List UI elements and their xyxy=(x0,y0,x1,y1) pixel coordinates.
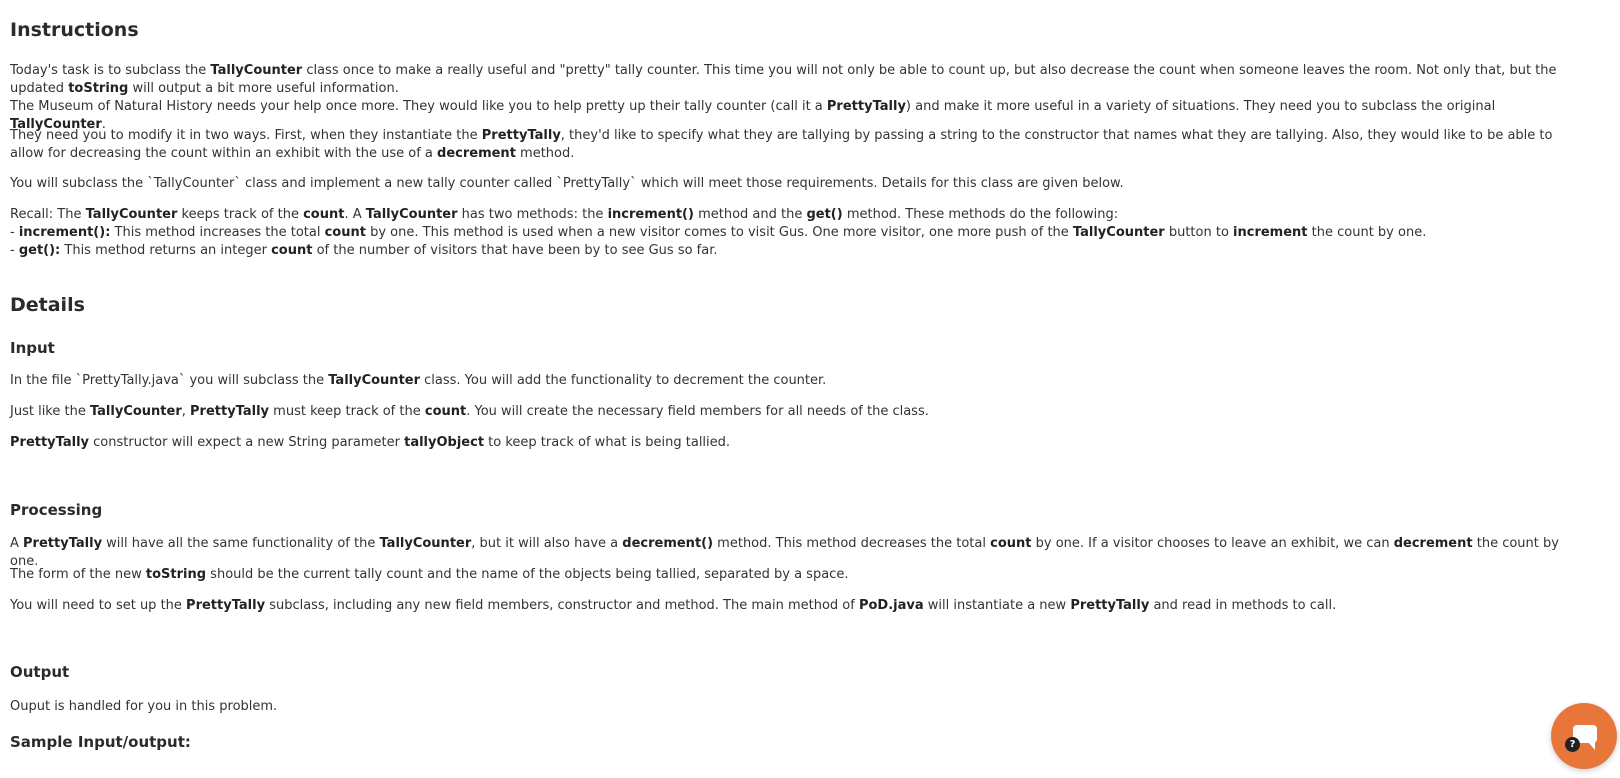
paragraph-input-constructor: PrettyTally constructor will expect a new String parameter tallyObject to keep track of what is being tallied. xyxy=(10,435,731,450)
heading-processing: Processing xyxy=(10,501,103,519)
paragraph-processing-decrement: A PrettyTally will have all the same functionality of the TallyCounter, but it will also have a decrement() method. This method decreases the total count by one. If a visitor chooses to leave an exhibit, we can decrement the count by one. xyxy=(10,536,1559,569)
paragraph-input-file: In the file `PrettyTally.java` you will subclass the TallyCounter class. You will add the functionality to decrement the counter. xyxy=(10,373,827,388)
paragraph-input-count: Just like the TallyCounter, PrettyTally must keep track of the count. You will create the necessary field members for all needs of the class. xyxy=(10,404,929,419)
paragraph-output: Ouput is handled for you in this problem. xyxy=(10,699,278,714)
heading-output: Output xyxy=(10,663,70,681)
paragraph-modify: They need you to modify it in two ways. First, when they instantiate the PrettyTally, they'd like to specify what they are tallying by passing a string to the constructor that names what they are tallying. Also, they would like to be able to allow for decreasing the count within an exhibit with the use of a decrement method. xyxy=(10,128,1553,161)
paragraph-intro: Today's task is to subclass the TallyCounter class once to make a really useful and "pretty" tally counter. This time you will not only be able to count up, but also decrease the count when someone leaves the room. Not only that, but the updated toString will output a bit more useful information. The Museum of Natural History needs your help once more. They would like you to help pretty up their tally counter (call it a PrettyTally) and make it more useful in a variety of situations. They need you to subclass the original TallyCounter. xyxy=(10,63,1557,132)
paragraph-subclass: You will subclass the `TallyCounter` class and implement a new tally counter called `PrettyTally` which will meet those requirements. Details for this class are given below. xyxy=(10,176,1124,191)
help-badge: ? xyxy=(1565,737,1580,752)
paragraph-recall: Recall: The TallyCounter keeps track of the count. A TallyCounter has two methods: the increment() method and the get() method. These methods do the following: - increment(): This method increases the total count by one. This method is used when a new visitor comes to visit Gus. One more visitor, one more push of the TallyCounter button to increment the count by one. - get(): This method returns an integer count of the number of visitors that have been by to see Gus so far. xyxy=(10,207,1427,258)
heading-input: Input xyxy=(10,339,55,357)
heading-instructions: Instructions xyxy=(10,19,139,41)
heading-details: Details xyxy=(10,294,85,316)
heading-sample-io: Sample Input/output: xyxy=(10,733,191,751)
paragraph-processing-tostring: The form of the new toString should be the current tally count and the name of the objects being tallied, separated by a space. xyxy=(10,567,849,582)
paragraph-processing-setup: You will need to set up the PrettyTally subclass, including any new field members, constructor and method. The main method of PoD.java will instantiate a new PrettyTally and read in methods to call. xyxy=(10,598,1337,613)
chat-support-button[interactable] xyxy=(1551,703,1617,769)
